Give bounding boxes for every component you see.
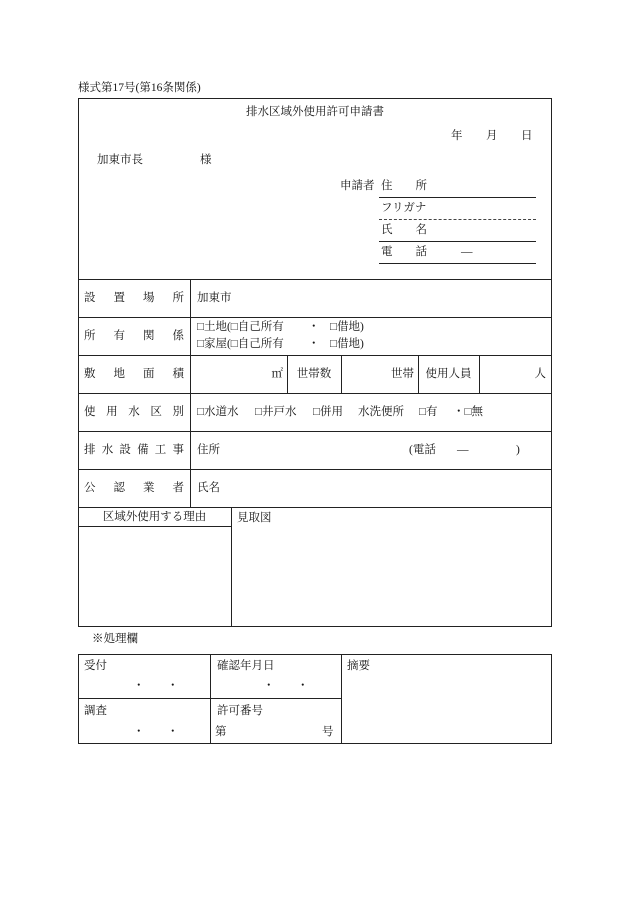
summary-label: 摘要 (347, 660, 370, 672)
ownership-land-option: □土地(□自己所有 (197, 321, 284, 333)
date-month-label: 月 (486, 130, 498, 142)
applicant-label: 申請者 (340, 180, 375, 192)
applicant-address-label: 住 所 (381, 180, 427, 192)
ownership-land-leased-option: □借地) (330, 321, 364, 333)
processing-table-frame (78, 654, 552, 744)
certified-contractor-name-label: 氏名 (197, 482, 220, 494)
survey-date-separator: ・ (167, 726, 179, 738)
row-divider (78, 469, 552, 470)
received-date-separator: ・ (167, 680, 179, 692)
contractor-phone-close: ) (516, 444, 520, 456)
applicant-name-label: 氏 名 (381, 224, 427, 236)
confirmed-date-separator: ・ (297, 680, 309, 692)
permit-number-suffix: 号 (322, 726, 334, 738)
contractor-phone-label: (電話 (409, 444, 436, 456)
households-unit: 世帯 (391, 368, 414, 380)
location-value: 加東市 (197, 292, 232, 304)
ownership-land-separator: ・ (308, 321, 320, 333)
sketch-label: 見取図 (237, 512, 272, 524)
contractor-work-label: 排 水 設 備 工 事 (84, 444, 184, 456)
row-divider (78, 317, 552, 318)
survey-date-separator: ・ (133, 726, 145, 738)
users-unit: 人 (534, 368, 546, 380)
water-option-tap: □水道水 (197, 406, 239, 418)
row-divider (78, 507, 552, 508)
addressee-name: 加東市長 (97, 154, 143, 166)
processing-row-divider (78, 698, 341, 699)
permit-number-label: 許可番号 (217, 705, 263, 717)
row-divider (78, 431, 552, 432)
households-label: 世帯数 (296, 368, 332, 380)
addressee-honorific: 様 (200, 154, 212, 166)
flush-toilet-no-option: ・□無 (453, 406, 483, 418)
ownership-house-leased-option: □借地) (330, 338, 364, 350)
ownership-house-separator: ・ (308, 338, 320, 350)
application-form-frame (78, 98, 552, 627)
site-area-label: 敷 地 面 積 (84, 368, 184, 380)
label-column-divider (190, 279, 191, 507)
applicant-name-line (379, 241, 536, 242)
location-label: 設 置 場 所 (84, 292, 184, 304)
confirmed-date-separator: ・ (263, 680, 275, 692)
form-number: 様式第17号(第16条関係) (78, 82, 201, 94)
applicant-address-line (379, 197, 536, 198)
received-date-separator: ・ (133, 680, 145, 692)
contractor-phone-separator: — (457, 444, 469, 456)
water-option-well: □井戸水 (255, 406, 297, 418)
applicant-phone-label: 電 話 (381, 246, 427, 258)
applicant-phone-separator: — (461, 246, 473, 258)
contractor-address-label: 住所 (197, 444, 220, 456)
applicant-phone-line (379, 263, 536, 264)
applicant-furigana-line (379, 219, 536, 220)
reason-header-line (78, 526, 231, 527)
permit-number-prefix: 第 (215, 726, 227, 738)
water-type-label: 使 用 水 区 別 (84, 406, 184, 418)
flush-toilet-yes-option: □有 (419, 406, 438, 418)
reason-sketch-divider (231, 507, 232, 626)
row-divider (78, 355, 552, 356)
confirmed-date-label: 確認年月日 (217, 660, 275, 672)
date-year-label: 年 (451, 130, 463, 142)
ownership-label: 所 有 関 係 (84, 330, 184, 342)
ownership-house-option: □家屋(□自己所有 (197, 338, 284, 350)
date-day-label: 日 (521, 130, 533, 142)
applicant-furigana-label: フリガナ (381, 202, 427, 214)
form-title: 排水区域外使用許可申請書 (246, 106, 384, 118)
survey-label: 調査 (84, 705, 107, 717)
processing-column-divider (341, 654, 342, 743)
reason-label: 区域外使用する理由 (102, 511, 207, 523)
site-area-unit: ㎡ (271, 368, 283, 380)
processing-heading: ※処理欄 (92, 633, 138, 645)
received-label: 受付 (84, 660, 107, 672)
certified-contractor-label: 公 認 業 者 (84, 482, 184, 494)
flush-toilet-label: 水洗便所 (358, 406, 404, 418)
row-divider (78, 279, 552, 280)
users-label: 使用人員 (425, 368, 472, 380)
row-divider (78, 393, 552, 394)
water-option-combined: □併用 (313, 406, 343, 418)
